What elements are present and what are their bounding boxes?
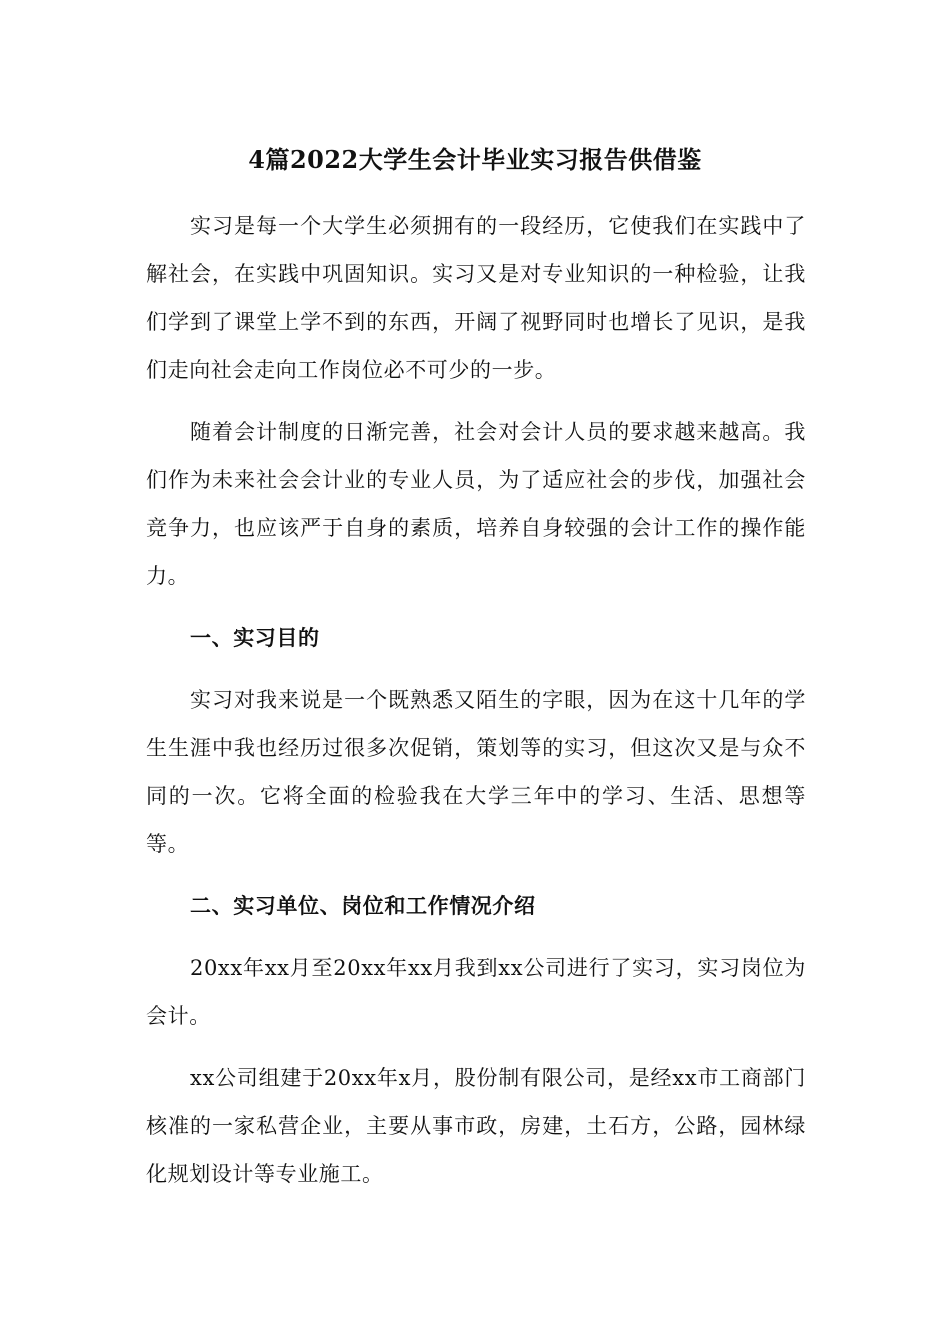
intro-paragraph-1: 实习是每一个大学生必须拥有的一段经历，它使我们在实践中了解社会，在实践中巩固知识。实习又是对专业知识的一种检验，让我们学到了课堂上学不到的东西，开阔了视野同时也增长了见识，是我们走向社会走向工作岗位必不可少的一步。	[146, 214, 806, 382]
section-1-heading: 一、实习目的	[190, 625, 320, 650]
document-body	[146, 202, 806, 1212]
document-title: 4篇2022大学生会计毕业实习报告供借鉴	[248, 145, 702, 174]
intro-paragraph-2: 随着会计制度的日渐完善，社会对会计人员的要求越来越高。我们作为未来社会会计业的专业人员，为了适应社会的步伐，加强社会竞争力，也应该严于自身的素质，培养自身较强的会计工作的操作能力。	[146, 420, 806, 588]
section-1-paragraph: 实习对我来说是一个既熟悉又陌生的字眼，因为在这十几年的学生生涯中我也经历过很多次促销，策划等的实习，但这次又是与众不同的一次。它将全面的检验我在大学三年中的学习、生活、思想等等。	[146, 688, 806, 856]
section-2-heading: 二、实习单位、岗位和工作情况介绍	[190, 893, 536, 918]
section-2-paragraph-2: xx公司组建于20xx年x月，股份制有限公司，是经xx市工商部门核准的一家私营企业，主要从事市政，房建，土石方，公路，园林绿化规划设计等专业施工。	[146, 1066, 806, 1186]
section-2-paragraph-1: 20xx年xx月至20xx年xx月我到xx公司进行了实习，实习岗位为会计。	[146, 956, 806, 1028]
